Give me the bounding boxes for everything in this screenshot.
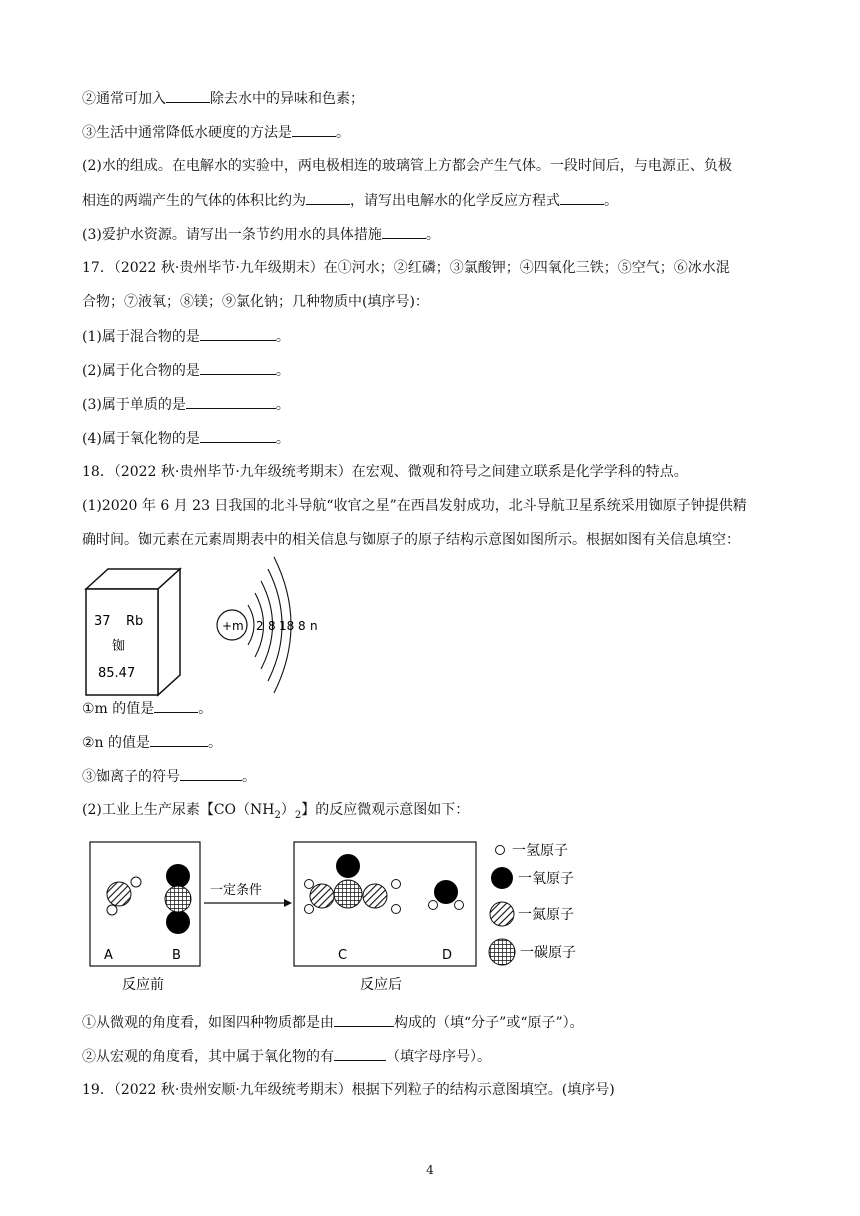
text: ③铷离子的符号 bbox=[82, 769, 180, 785]
answer-blank[interactable] bbox=[292, 122, 336, 137]
text: (2)工业上生产尿素【CO（NH bbox=[82, 802, 275, 818]
text: 。 bbox=[198, 701, 213, 717]
shell-arc bbox=[248, 605, 254, 645]
text-line-18 bbox=[82, 800, 469, 826]
answer-blank[interactable] bbox=[334, 1012, 394, 1027]
text-line-13 bbox=[82, 496, 747, 516]
nucleus-charge: +m bbox=[222, 619, 244, 633]
text-line-9 bbox=[82, 360, 290, 381]
text-line-2 bbox=[82, 122, 350, 143]
shell-electrons: 8 bbox=[298, 619, 306, 633]
text: 。 bbox=[275, 397, 290, 413]
text: ①m 的值是 bbox=[82, 701, 155, 717]
label-b: B bbox=[172, 948, 181, 963]
answer-blank[interactable] bbox=[200, 326, 276, 341]
text-line-6 bbox=[82, 258, 730, 278]
molecule-b bbox=[165, 864, 191, 934]
label-c: C bbox=[338, 948, 348, 963]
hydrogen-atom bbox=[305, 880, 314, 889]
label-d: D bbox=[442, 948, 453, 963]
before-label: 反应前 bbox=[122, 977, 164, 993]
hydrogen-atom bbox=[107, 905, 117, 915]
element-symbol: Rb bbox=[126, 614, 144, 629]
text: 确时间。铷元素在元素周期表中的相关信息与铷原子的原子结构示意图如图所示。根据如图有关信息填空： bbox=[82, 532, 740, 548]
hydrogen-atom bbox=[392, 880, 401, 889]
legend-carbon: 一碳原子 bbox=[520, 945, 576, 961]
text: 。 bbox=[425, 227, 440, 243]
text-line-15 bbox=[82, 698, 212, 719]
label-a: A bbox=[104, 948, 113, 963]
answer-blank[interactable] bbox=[200, 428, 276, 443]
question-17-stem: 17．（2022 秋·贵州毕节·九年级期末）在①河水；②红磷；③氯酸钾；④四氧化三铁；⑤空气；⑥冰水混 bbox=[82, 260, 730, 276]
nitrogen-legend-icon bbox=[490, 902, 514, 926]
subscript: 2 bbox=[294, 809, 302, 821]
text-line-5 bbox=[82, 224, 440, 245]
answer-blank[interactable] bbox=[200, 360, 276, 375]
text: 合物；⑦液氧；⑧镁；⑨氯化钠；几种物质中(填序号)： bbox=[82, 294, 429, 310]
hydrogen-legend-icon bbox=[496, 846, 505, 855]
carbon-atom bbox=[165, 886, 191, 912]
text: ③生活中通常降低水硬度的方法是 bbox=[82, 125, 292, 141]
oxygen-atom bbox=[166, 864, 190, 888]
carbon-atom bbox=[334, 880, 362, 908]
question-18-stem: 18．（2022 秋·贵州毕节·九年级统考期末）在宏观、微观和符号之间建立联系是化学学科的特点。 bbox=[82, 464, 688, 480]
answer-blank[interactable] bbox=[150, 732, 208, 747]
answer-blank[interactable] bbox=[166, 88, 210, 103]
text: (3)爱护水资源。请写出一条节约用水的具体措施 bbox=[82, 227, 382, 243]
oxygen-atom bbox=[166, 910, 190, 934]
hydrogen-atom bbox=[392, 905, 401, 914]
atomic-number: 37 bbox=[94, 614, 111, 629]
legend bbox=[489, 843, 576, 965]
shell-electrons: 18 bbox=[279, 619, 295, 633]
text-line-7 bbox=[82, 292, 429, 312]
text: ①从微观的角度看，如图四种物质都是由 bbox=[82, 1015, 334, 1031]
text-line-20 bbox=[82, 1046, 491, 1067]
reaction-condition: 一定条件 bbox=[210, 883, 263, 898]
text: ②通常可加入 bbox=[82, 91, 166, 107]
text: 。 bbox=[275, 363, 290, 379]
text-line-8 bbox=[82, 326, 290, 347]
arrow-head bbox=[284, 899, 292, 907]
text: 。 bbox=[604, 193, 618, 209]
page-number: 4 bbox=[426, 1163, 434, 1177]
answer-blank[interactable] bbox=[180, 766, 242, 781]
hydrogen-atom bbox=[305, 905, 314, 914]
atom-structure-diagram bbox=[217, 557, 318, 693]
nitrogen-atom bbox=[310, 884, 334, 908]
hydrogen-atom bbox=[455, 901, 464, 910]
rubidium-figure bbox=[80, 555, 340, 705]
text: (3)属于单质的是 bbox=[82, 397, 186, 413]
text: 。 bbox=[275, 329, 290, 345]
text: 除去水中的异味和色素； bbox=[210, 91, 364, 107]
shell-electrons: 2 bbox=[256, 619, 264, 633]
text-line-3 bbox=[82, 156, 732, 176]
answer-blank[interactable] bbox=[154, 698, 198, 713]
text: （填字母序号）。 bbox=[386, 1049, 491, 1065]
element-card bbox=[86, 569, 180, 695]
text-line-11 bbox=[82, 428, 290, 449]
answer-blank[interactable] bbox=[186, 394, 276, 409]
legend-hydrogen: 一氢原子 bbox=[512, 843, 568, 859]
legend-nitrogen: 一氮原子 bbox=[518, 907, 574, 923]
text-line-10 bbox=[82, 394, 290, 415]
carbon-legend-icon bbox=[489, 939, 515, 965]
text-line-19 bbox=[82, 1012, 584, 1033]
question-19-stem: 19．（2022 秋·贵州安顺·九年级统考期末）根据下列粒子的结构示意图填空。(填序号) bbox=[82, 1082, 615, 1098]
hydrogen-atom bbox=[131, 877, 141, 887]
nitrogen-atom bbox=[363, 884, 387, 908]
oxygen-legend-icon bbox=[491, 867, 513, 889]
answer-blank[interactable] bbox=[306, 190, 350, 205]
text-line-16 bbox=[82, 732, 222, 753]
text: (2)属于化合物的是 bbox=[82, 363, 200, 379]
text: 。 bbox=[242, 769, 256, 785]
text: 。 bbox=[336, 125, 350, 141]
shell-electrons: 8 bbox=[268, 619, 276, 633]
text: 。 bbox=[208, 735, 223, 751]
answer-blank[interactable] bbox=[334, 1046, 386, 1061]
text: 】的反应微观示意图如下： bbox=[301, 802, 470, 818]
text: ②从宏观的角度看，其中属于氧化物的有 bbox=[82, 1049, 334, 1065]
hydrogen-atom bbox=[429, 901, 438, 910]
text-line-4 bbox=[82, 190, 618, 211]
text: (2)水的组成。在电解水的实验中，两电极相连的玻璃管上方都会产生气体。一段时间后，与电源正、负极 bbox=[82, 158, 732, 174]
oxygen-atom bbox=[336, 854, 360, 878]
reaction-diagram bbox=[82, 832, 602, 997]
oxygen-atom bbox=[434, 880, 458, 904]
answer-blank[interactable] bbox=[382, 224, 426, 239]
text: ，请写出电解水的化学反应方程式 bbox=[350, 193, 560, 209]
atomic-mass: 85.47 bbox=[98, 666, 136, 681]
text-line-21 bbox=[82, 1080, 615, 1100]
nitrogen-atom bbox=[107, 882, 131, 906]
text: ②n 的值是 bbox=[82, 735, 151, 751]
text-line-17 bbox=[82, 766, 256, 787]
text: 。 bbox=[275, 431, 290, 447]
shell-electrons: n bbox=[310, 619, 318, 633]
text-line-1 bbox=[82, 88, 364, 109]
text: ） bbox=[280, 802, 295, 818]
after-label: 反应后 bbox=[360, 977, 402, 993]
answer-blank[interactable] bbox=[560, 190, 604, 205]
element-name: 铷 bbox=[112, 639, 126, 654]
text: (1)属于混合物的是 bbox=[82, 329, 200, 345]
text-line-14 bbox=[82, 530, 740, 550]
legend-oxygen: 一氧原子 bbox=[518, 871, 574, 887]
subscript: 2 bbox=[274, 809, 281, 821]
text: (4)属于氧化物的是 bbox=[82, 431, 200, 447]
text: 构成的（填“分子”或“原子”）。 bbox=[394, 1015, 584, 1031]
text: (1)2020 年 6 月 23 日我国的北斗导航“收官之星”在西昌发射成功，北斗导航卫星系统采用铷原子钟提供精 bbox=[82, 498, 747, 514]
text: 相连的两端产生的气体的体积比约为 bbox=[82, 193, 306, 209]
text-line-12 bbox=[82, 462, 688, 482]
